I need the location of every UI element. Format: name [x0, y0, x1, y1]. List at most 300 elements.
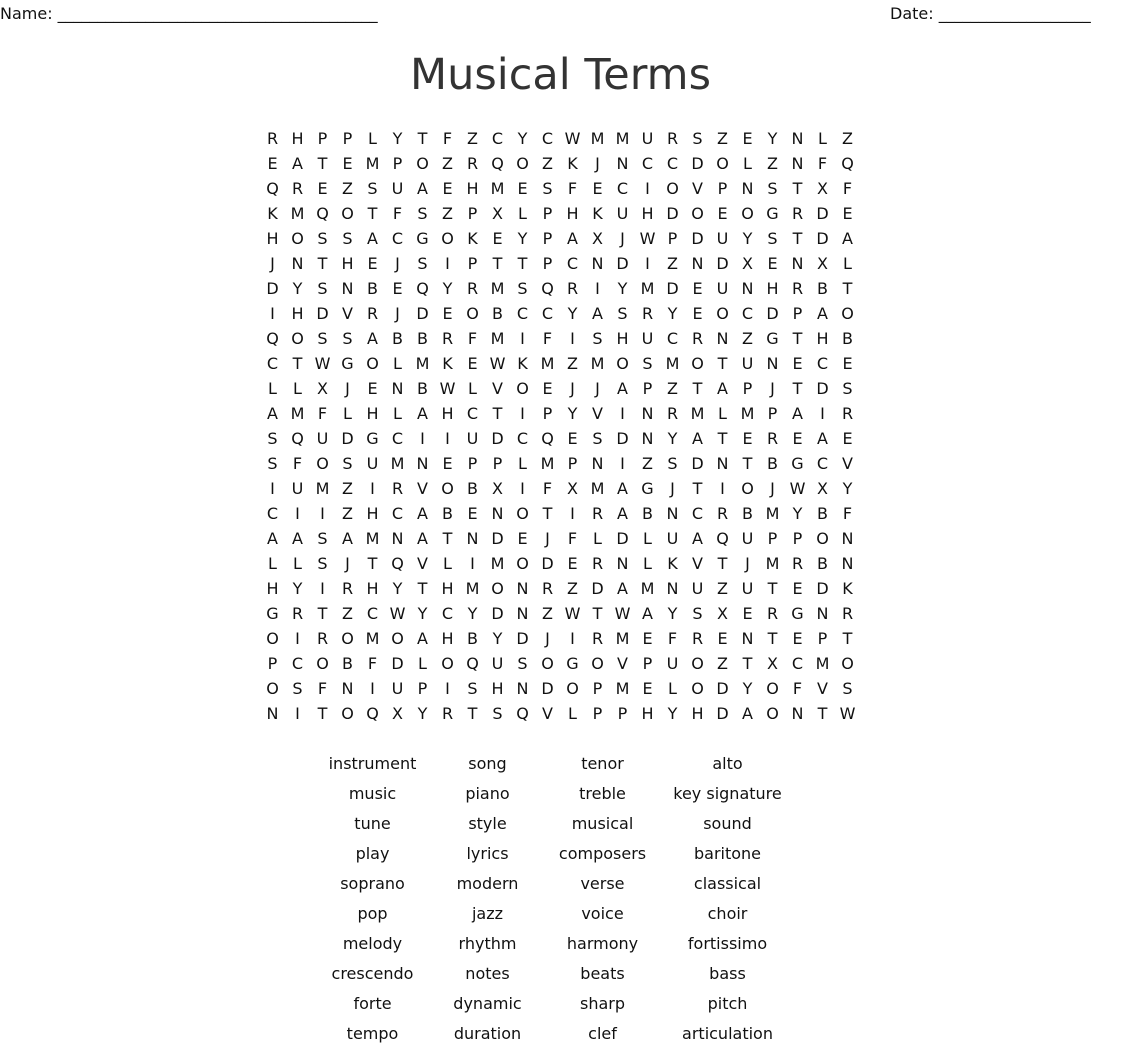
grid-letter: O — [766, 679, 779, 698]
grid-letter: A — [292, 154, 303, 173]
grid-letter: N — [641, 429, 654, 448]
grid-letter: Q — [716, 529, 729, 548]
grid-row — [260, 526, 860, 551]
grid-letter: D — [691, 229, 704, 248]
grid-letter: U — [691, 579, 704, 598]
grid-letter: G — [566, 654, 579, 673]
grid-letter: N — [616, 154, 629, 173]
grid-letter: O — [391, 629, 404, 648]
word-bank-item: modern — [456, 874, 519, 893]
grid-letter: R — [591, 629, 604, 648]
grid-letter: C — [516, 304, 529, 323]
grid-row — [260, 376, 860, 401]
grid-letter: J — [395, 304, 400, 323]
grid-letter: R — [291, 604, 304, 623]
grid-letter: T — [542, 504, 553, 523]
word-bank-item: pop — [357, 904, 388, 923]
grid-letter: T — [467, 704, 478, 723]
grid-letter: O — [341, 629, 354, 648]
grid-letter: J — [270, 254, 275, 273]
word-bank-item: alto — [712, 754, 743, 773]
grid-letter: E — [367, 379, 378, 398]
grid-letter: B — [817, 504, 828, 523]
grid-letter: A — [367, 329, 378, 348]
grid-letter: N — [616, 554, 629, 573]
grid-letter: M — [540, 354, 555, 373]
grid-letter: U — [741, 579, 754, 598]
grid-letter: V — [692, 179, 703, 198]
grid-letter: S — [542, 179, 553, 198]
grid-letter: E — [692, 279, 703, 298]
grid-letter: F — [542, 479, 553, 498]
grid-row — [260, 476, 860, 501]
grid-letter: D — [616, 529, 629, 548]
grid-letter: O — [516, 379, 529, 398]
grid-letter: D — [491, 529, 504, 548]
grid-letter: U — [741, 354, 754, 373]
grid-letter: H — [641, 704, 654, 723]
grid-letter: N — [516, 579, 529, 598]
grid-letter: I — [720, 479, 725, 498]
grid-letter: J — [595, 154, 600, 173]
grid-row — [260, 576, 860, 601]
grid-letter: Y — [392, 129, 403, 148]
grid-letter: O — [366, 354, 379, 373]
grid-letter: H — [691, 704, 704, 723]
grid-letter: K — [592, 204, 603, 223]
grid-letter: O — [266, 629, 279, 648]
grid-letter: G — [766, 204, 779, 223]
grid-letter: H — [366, 504, 379, 523]
grid-letter: D — [541, 554, 554, 573]
grid-letter: L — [393, 354, 402, 373]
word-bank-item: voice — [581, 904, 624, 923]
grid-letter: T — [317, 254, 328, 273]
grid-letter: O — [816, 529, 829, 548]
grid-row — [260, 626, 860, 651]
grid-letter: A — [692, 429, 703, 448]
grid-letter: F — [292, 454, 303, 473]
grid-letter: S — [517, 279, 528, 298]
grid-letter: N — [641, 404, 654, 423]
word-bank-item: bass — [709, 964, 746, 983]
grid-letter: L — [368, 129, 377, 148]
grid-letter: O — [691, 654, 704, 673]
grid-letter: A — [817, 304, 828, 323]
grid-letter: C — [816, 454, 829, 473]
grid-letter: V — [842, 454, 853, 473]
grid-letter: I — [320, 579, 325, 598]
grid-letter: A — [617, 479, 628, 498]
word-bank-item: duration — [453, 1024, 522, 1043]
grid-letter: T — [842, 279, 853, 298]
grid-letter: S — [417, 204, 428, 223]
grid-letter: S — [342, 229, 353, 248]
grid-letter: B — [467, 629, 478, 648]
grid-letter: O — [516, 554, 529, 573]
grid-letter: P — [542, 204, 553, 223]
grid-letter: Y — [392, 579, 403, 598]
grid-letter: P — [592, 704, 603, 723]
grid-letter: W — [614, 604, 631, 623]
grid-letter: G — [791, 454, 804, 473]
grid-letter: H — [266, 229, 279, 248]
grid-row — [260, 701, 860, 726]
grid-letter: D — [666, 279, 679, 298]
grid-letter: R — [441, 329, 454, 348]
grid-letter: Y — [492, 629, 503, 648]
grid-letter: H — [366, 404, 379, 423]
grid-letter: O — [516, 504, 529, 523]
grid-row — [260, 451, 860, 476]
grid-letter: M — [665, 354, 680, 373]
grid-letter: E — [267, 154, 278, 173]
grid-letter: A — [717, 379, 728, 398]
grid-letter: X — [817, 479, 828, 498]
grid-letter: M — [615, 629, 630, 648]
word-bank-item: harmony — [566, 934, 639, 953]
grid-letter: Z — [667, 254, 678, 273]
grid-letter: T — [367, 204, 378, 223]
grid-letter: N — [416, 454, 429, 473]
grid-letter: M — [490, 329, 505, 348]
grid-letter: T — [692, 479, 703, 498]
grid-letter: N — [341, 279, 354, 298]
grid-letter: P — [417, 679, 428, 698]
grid-letter: H — [341, 254, 354, 273]
grid-row — [260, 501, 860, 526]
grid-letter: A — [617, 504, 628, 523]
grid-letter: E — [767, 254, 778, 273]
grid-letter: O — [841, 304, 854, 323]
grid-row — [260, 676, 860, 701]
grid-letter: M — [365, 629, 380, 648]
grid-letter: N — [716, 454, 729, 473]
grid-letter: A — [617, 379, 628, 398]
grid-letter: E — [742, 129, 753, 148]
word-bank-item: forte — [353, 994, 392, 1013]
grid-letter: O — [691, 679, 704, 698]
grid-letter: O — [416, 154, 429, 173]
grid-letter: S — [267, 429, 278, 448]
grid-letter: R — [566, 279, 579, 298]
grid-letter: U — [391, 679, 404, 698]
grid-letter: E — [442, 304, 453, 323]
grid-letter: Z — [717, 654, 728, 673]
grid-letter: N — [766, 354, 779, 373]
grid-letter: C — [291, 654, 304, 673]
grid-letter: E — [742, 604, 753, 623]
grid-letter: S — [342, 329, 353, 348]
grid-letter: U — [716, 279, 729, 298]
grid-letter: Q — [391, 554, 404, 573]
grid-letter: S — [842, 379, 853, 398]
grid-letter: N — [491, 504, 504, 523]
grid-letter: N — [741, 279, 754, 298]
grid-letter: L — [843, 254, 852, 273]
grid-letter: T — [792, 329, 803, 348]
grid-letter: G — [416, 229, 429, 248]
grid-letter: J — [770, 479, 775, 498]
grid-letter: B — [367, 279, 378, 298]
grid-letter: F — [317, 404, 328, 423]
grid-row — [260, 401, 860, 426]
grid-row — [260, 601, 860, 626]
grid-letter: N — [291, 254, 304, 273]
grid-letter: E — [592, 179, 603, 198]
grid-letter: C — [391, 504, 404, 523]
grid-letter: T — [742, 654, 753, 673]
grid-letter: S — [367, 179, 378, 198]
grid-letter: P — [467, 254, 478, 273]
grid-letter: F — [667, 629, 678, 648]
grid-letter: D — [341, 429, 354, 448]
grid-letter: I — [445, 254, 450, 273]
grid-letter: T — [767, 579, 778, 598]
grid-letter: E — [567, 429, 578, 448]
grid-letter: Z — [442, 154, 453, 173]
grid-letter: Y — [742, 679, 753, 698]
grid-letter: Y — [417, 604, 428, 623]
grid-letter: E — [342, 154, 353, 173]
word-search-grid — [260, 126, 860, 726]
grid-letter: S — [317, 554, 328, 573]
word-bank-item: treble — [579, 784, 626, 803]
grid-letter: E — [842, 204, 853, 223]
grid-letter: T — [717, 429, 728, 448]
grid-letter: A — [292, 529, 303, 548]
grid-letter: A — [367, 229, 378, 248]
grid-letter: D — [616, 429, 629, 448]
grid-letter: T — [792, 379, 803, 398]
grid-letter: O — [341, 704, 354, 723]
grid-letter: A — [417, 504, 428, 523]
grid-row — [260, 251, 860, 276]
grid-letter: U — [666, 529, 679, 548]
word-bank-item: song — [468, 754, 507, 773]
grid-row — [260, 351, 860, 376]
grid-letter: M — [365, 154, 380, 173]
grid-letter: T — [717, 354, 728, 373]
grid-letter: P — [467, 454, 478, 473]
grid-letter: R — [591, 554, 604, 573]
grid-letter: O — [316, 454, 329, 473]
word-bank-item: piano — [465, 784, 510, 803]
grid-letter: N — [816, 604, 829, 623]
word-bank-item: pitch — [707, 994, 748, 1013]
word-bank-item: verse — [580, 874, 625, 893]
grid-letter: M — [640, 279, 655, 298]
grid-letter: I — [445, 429, 450, 448]
grid-letter: H — [466, 179, 479, 198]
grid-letter: T — [417, 129, 428, 148]
grid-letter: Y — [842, 479, 853, 498]
grid-letter: E — [467, 504, 478, 523]
grid-letter: A — [567, 229, 578, 248]
grid-letter: Z — [767, 154, 778, 173]
grid-letter: B — [842, 329, 853, 348]
grid-letter: O — [691, 354, 704, 373]
grid-letter: R — [591, 504, 604, 523]
grid-letter: Y — [742, 229, 753, 248]
grid-letter: P — [742, 379, 753, 398]
grid-letter: T — [592, 604, 603, 623]
grid-letter: O — [666, 179, 679, 198]
grid-letter: Y — [667, 429, 678, 448]
grid-letter: G — [791, 604, 804, 623]
grid-letter: Z — [542, 604, 553, 623]
word-bank-item: soprano — [340, 874, 405, 893]
grid-letter: O — [741, 204, 754, 223]
grid-letter: D — [816, 379, 829, 398]
grid-letter: W — [789, 479, 806, 498]
grid-letter: Q — [266, 329, 279, 348]
grid-letter: B — [467, 479, 478, 498]
grid-letter: P — [642, 654, 653, 673]
grid-letter: F — [367, 654, 378, 673]
grid-letter: T — [517, 254, 528, 273]
grid-letter: N — [791, 254, 804, 273]
grid-letter: P — [542, 229, 553, 248]
grid-letter: R — [266, 129, 279, 148]
grid-letter: L — [268, 554, 277, 573]
grid-letter: P — [767, 404, 778, 423]
word-bank-item: fortissimo — [687, 934, 768, 953]
grid-letter: E — [367, 254, 378, 273]
grid-letter: J — [770, 379, 775, 398]
grid-letter: F — [842, 504, 853, 523]
grid-letter: J — [345, 554, 350, 573]
grid-letter: A — [842, 229, 853, 248]
grid-letter: Q — [541, 429, 554, 448]
grid-letter: T — [492, 404, 503, 423]
grid-letter: J — [745, 554, 750, 573]
grid-letter: S — [467, 679, 478, 698]
grid-letter: B — [642, 504, 653, 523]
name-field-label: Name: ________________________________________ — [0, 4, 378, 23]
grid-letter: X — [717, 604, 728, 623]
grid-letter: P — [542, 404, 553, 423]
grid-letter: S — [692, 129, 703, 148]
grid-letter: C — [266, 504, 279, 523]
grid-letter: C — [666, 154, 679, 173]
grid-letter: R — [466, 154, 479, 173]
grid-letter: T — [792, 229, 803, 248]
grid-letter: J — [670, 479, 675, 498]
grid-letter: L — [518, 204, 527, 223]
grid-letter: M — [390, 454, 405, 473]
grid-letter: B — [817, 279, 828, 298]
grid-letter: T — [492, 254, 503, 273]
grid-letter: Z — [442, 204, 453, 223]
grid-letter: P — [717, 179, 728, 198]
grid-letter: O — [716, 154, 729, 173]
grid-letter: R — [466, 279, 479, 298]
grid-letter: A — [742, 704, 753, 723]
grid-letter: U — [641, 329, 654, 348]
grid-letter: I — [645, 254, 650, 273]
grid-letter: M — [590, 129, 605, 148]
grid-letter: K — [567, 154, 578, 173]
grid-letter: N — [266, 704, 279, 723]
grid-letter: F — [542, 329, 553, 348]
grid-letter: L — [418, 654, 427, 673]
grid-letter: B — [417, 329, 428, 348]
grid-letter: Y — [517, 229, 528, 248]
grid-letter: T — [317, 704, 328, 723]
grid-letter: P — [617, 704, 628, 723]
grid-letter: R — [666, 404, 679, 423]
grid-letter: I — [270, 479, 275, 498]
word-bank-item: baritone — [693, 844, 762, 863]
grid-letter: O — [316, 654, 329, 673]
grid-letter: P — [592, 679, 603, 698]
grid-letter: R — [791, 279, 804, 298]
grid-letter: V — [692, 554, 703, 573]
grid-letter: A — [267, 404, 278, 423]
grid-letter: Z — [342, 179, 353, 198]
grid-letter: L — [293, 379, 302, 398]
grid-letter: R — [791, 554, 804, 573]
grid-letter: Z — [567, 579, 578, 598]
grid-letter: Y — [292, 279, 303, 298]
grid-letter: I — [295, 504, 300, 523]
grid-letter: M — [490, 279, 505, 298]
grid-letter: A — [792, 404, 803, 423]
grid-letter: I — [270, 304, 275, 323]
grid-letter: T — [442, 529, 453, 548]
grid-letter: D — [391, 654, 404, 673]
grid-letter: S — [592, 429, 603, 448]
grid-letter: R — [441, 704, 454, 723]
grid-letter: P — [567, 454, 578, 473]
grid-letter: P — [267, 654, 278, 673]
grid-letter: B — [767, 454, 778, 473]
grid-letter: L — [293, 554, 302, 573]
grid-letter: T — [742, 454, 753, 473]
grid-letter: D — [691, 454, 704, 473]
grid-letter: N — [741, 629, 754, 648]
grid-letter: M — [365, 529, 380, 548]
grid-letter: H — [291, 304, 304, 323]
grid-letter: Q — [466, 654, 479, 673]
grid-letter: Q — [316, 204, 329, 223]
grid-letter: E — [642, 629, 653, 648]
grid-letter: M — [490, 179, 505, 198]
grid-letter: D — [816, 229, 829, 248]
grid-letter: F — [467, 329, 478, 348]
grid-letter: C — [641, 154, 654, 173]
grid-letter: X — [592, 229, 603, 248]
grid-letter: M — [765, 504, 780, 523]
grid-letter: B — [442, 504, 453, 523]
grid-letter: U — [391, 179, 404, 198]
grid-letter: S — [692, 604, 703, 623]
grid-letter: A — [417, 179, 428, 198]
grid-letter: E — [517, 529, 528, 548]
grid-letter: Z — [667, 379, 678, 398]
grid-letter: X — [392, 704, 403, 723]
grid-letter: U — [616, 204, 629, 223]
word-bank-item: articulation — [682, 1024, 773, 1043]
grid-letter: R — [791, 204, 804, 223]
grid-letter: S — [267, 454, 278, 473]
grid-letter: E — [792, 629, 803, 648]
grid-letter: W — [439, 379, 456, 398]
grid-letter: X — [492, 204, 503, 223]
word-bank-item: rhythm — [458, 934, 517, 953]
word-bank-item: key signature — [673, 784, 782, 803]
